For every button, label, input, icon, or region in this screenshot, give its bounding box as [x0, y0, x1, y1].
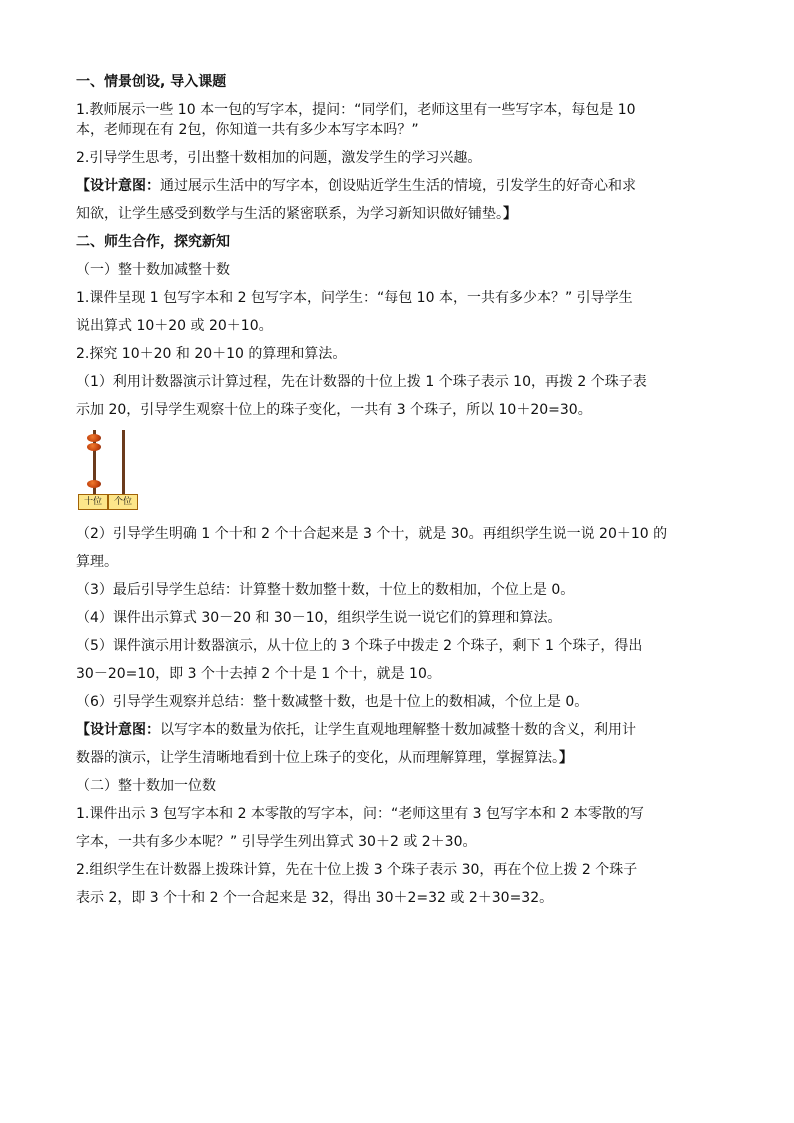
step-2-line-2: 算理。	[76, 554, 118, 570]
step-3: （3）最后引导学生总结：计算整十数加整十数，十位上的数相加，个位上是 0。	[76, 582, 575, 598]
s3-paragraph-2-line-1: 2.组织学生在计数器上拨珠计算，先在十位上拨 3 个珠子表示 30，再在个位上拨 2 个珠子	[76, 862, 638, 878]
tens-bead	[87, 480, 101, 488]
subsection-1-heading: （一）整十数加减整十数	[76, 262, 230, 278]
s2-design-intent-line-1	[76, 720, 722, 740]
s1-design-intent-line-2	[76, 204, 722, 224]
s2-paragraph-1-line-1: 1.课件呈现 1 包写字本和 2 包写字本，问学生：“每包 10 本，一共有多少本？” 引导学生	[76, 290, 633, 306]
s1-paragraph-1-line-2: 本，老师现在有 2包，你知道一共有多少本写字本吗？”	[76, 122, 419, 138]
design-intent-text: 以写字本的数量为依托，让学生直观地理解整十数加减整十数的含义，利用计	[160, 722, 636, 738]
abacus-illustration	[76, 430, 722, 518]
document-page	[76, 72, 722, 908]
design-intent-close: 】	[503, 206, 517, 222]
design-intent-text: 数器的演示，让学生清晰地看到十位上珠子的变化，从而理解算理，掌握算法。	[76, 750, 559, 766]
step-5-line-1: （5）课件演示用计数器演示，从十位上的 3 个珠子中拨走 2 个珠子，剩下 1 个珠子，得出	[76, 638, 643, 654]
tens-bead	[87, 443, 101, 451]
design-intent-text: 通过展示生活中的写字本，创设贴近学生生活的情境，引发学生的好奇心和求	[160, 178, 636, 194]
ones-label: 个位	[108, 494, 138, 510]
subsection-2-heading: （二）整十数加一位数	[76, 778, 216, 794]
design-intent-tag: 【设计意图：	[76, 722, 160, 738]
s1-design-intent-line-1	[76, 176, 722, 196]
s1-paragraph-1-line-1: 1.教师展示一些 10 本一包的写字本，提问：“同学们，老师这里有一些写字本，每包是 10	[76, 102, 636, 118]
s3-paragraph-1-line-1: 1.课件出示 3 包写字本和 2 本零散的写字本，问：“老师这里有 3 包写字本和 2 本零散的写	[76, 806, 644, 822]
s2-paragraph-2: 2.探究 10＋20 和 20＋10 的算理和算法。	[76, 346, 347, 362]
s3-paragraph-1-line-2: 字本，一共有多少本呢？” 引导学生列出算式 30＋2 或 2＋30。	[76, 834, 477, 850]
s2-paragraph-1-line-2: 说出算式 10＋20 或 20＋10。	[76, 318, 273, 334]
step-5-line-2: 30－20=10，即 3 个十去掉 2 个十是 1 个十，就是 10。	[76, 666, 441, 682]
section-2-heading: 二、师生合作，探究新知	[76, 234, 230, 250]
ones-rod	[122, 430, 125, 494]
tens-label: 十位	[78, 494, 108, 510]
design-intent-tag: 【设计意图：	[76, 178, 160, 194]
design-intent-close: 】	[559, 750, 573, 766]
s1-paragraph-2: 2.引导学生思考，引出整十数相加的问题，激发学生的学习兴趣。	[76, 150, 482, 166]
step-6: （6）引导学生观察并总结：整十数减整十数，也是十位上的数相减，个位上是 0。	[76, 694, 589, 710]
tens-bead	[87, 434, 101, 442]
s3-paragraph-2-line-2: 表示 2，即 3 个十和 2 个一合起来是 32，得出 30＋2=32 或 2＋30=32。	[76, 890, 554, 906]
step-1-line-1: （1）利用计数器演示计算过程，先在计数器的十位上拨 1 个珠子表示 10，再拨 2 个珠子表	[76, 374, 647, 390]
step-4: （4）课件出示算式 30－20 和 30－10，组织学生说一说它们的算理和算法。	[76, 610, 562, 626]
design-intent-text: 知欲，让学生感受到数学与生活的紧密联系，为学习新知识做好铺垫。	[76, 206, 503, 222]
step-2-line-1: （2）引导学生明确 1 个十和 2 个十合起来是 3 个十，就是 30。再组织学生说一说 20＋10 的	[76, 526, 668, 542]
step-1-line-2: 示加 20，引导学生观察十位上的珠子变化，一共有 3 个珠子，所以 10＋20=30。	[76, 402, 592, 418]
s2-design-intent-line-2	[76, 748, 722, 768]
section-1-heading: 一、情景创设, 导入课题	[76, 74, 227, 90]
